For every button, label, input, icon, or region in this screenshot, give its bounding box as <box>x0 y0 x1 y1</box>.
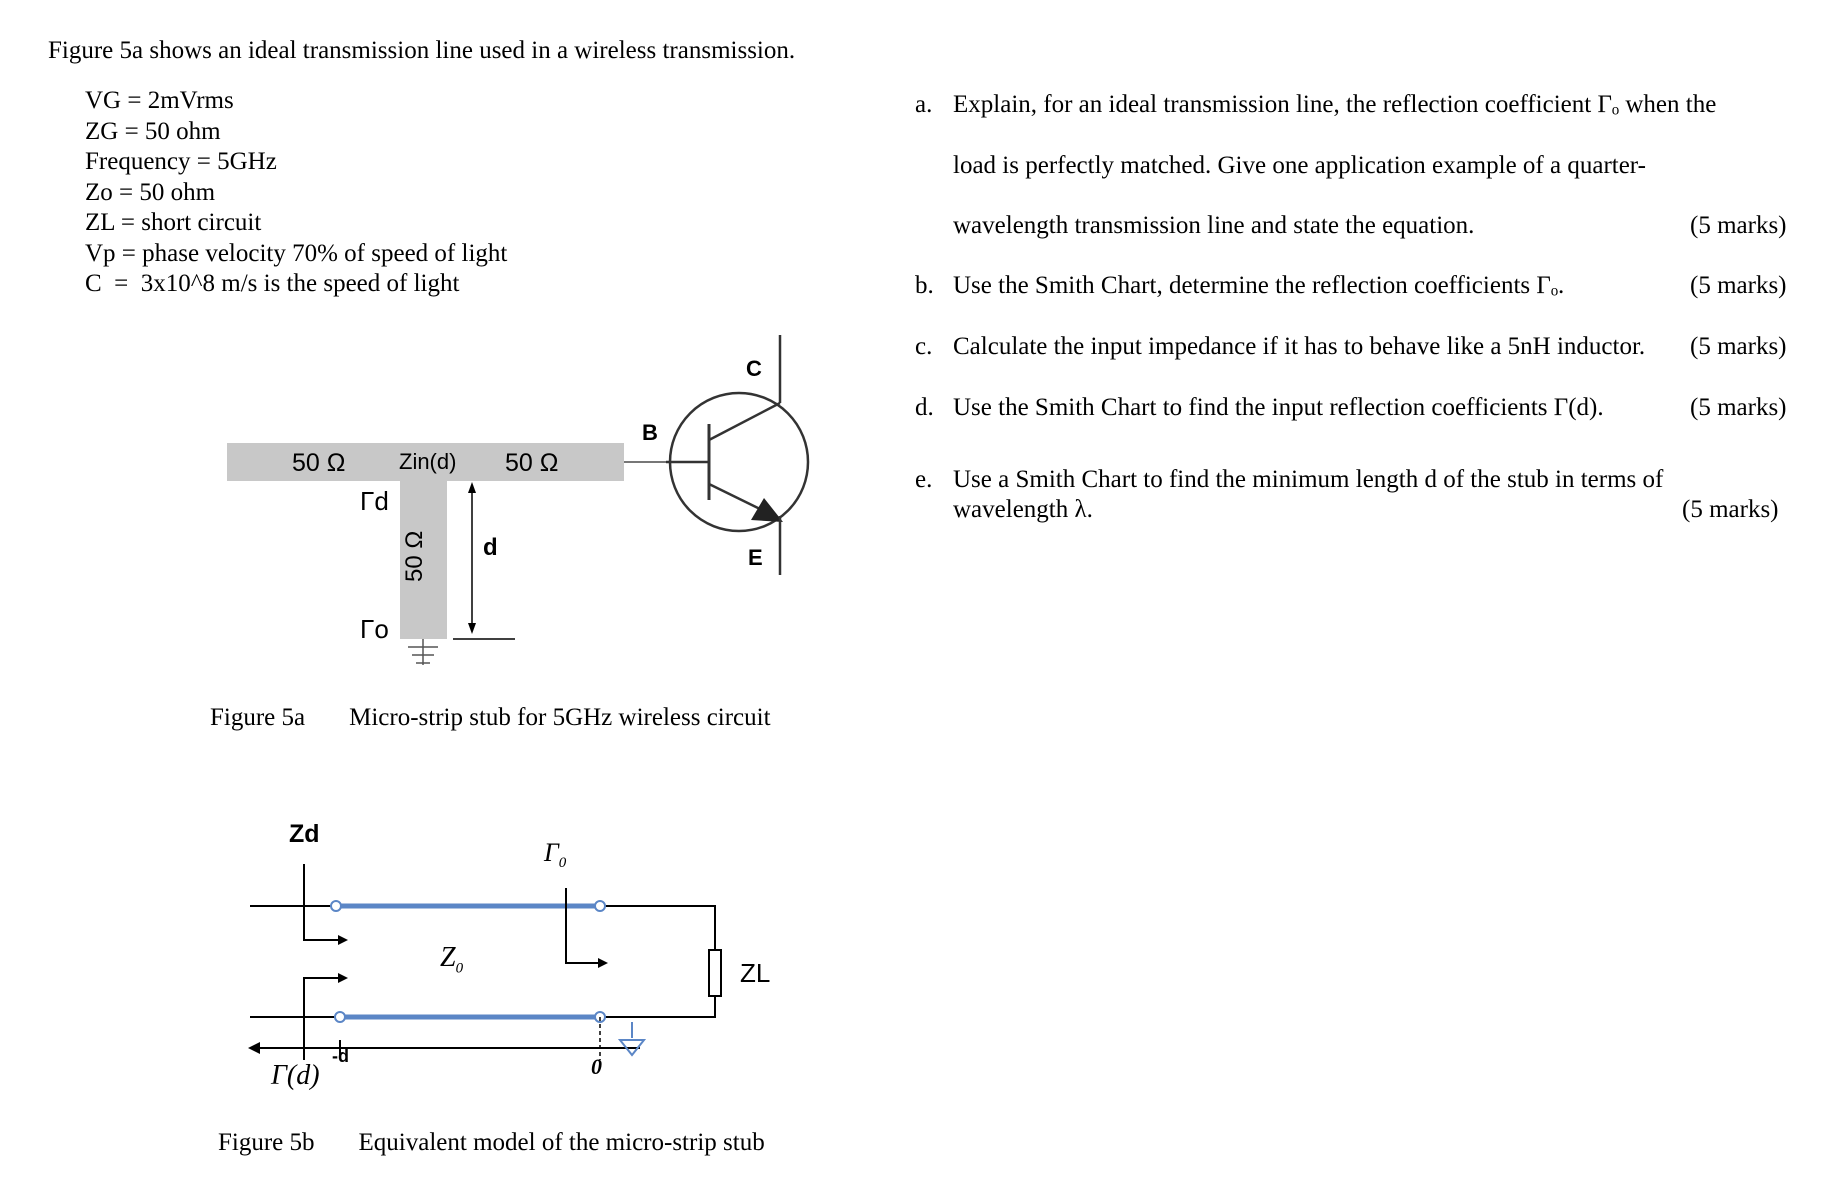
transistor-symbol <box>624 335 808 575</box>
given-zg: ZG = 50 ohm <box>85 117 221 145</box>
question-a-line-3: wavelength transmission line and state the equation. <box>953 212 1475 239</box>
zd-label: Zd <box>289 820 320 848</box>
figure-5a-caption-text: Micro-strip stub for 5GHz wireless circuit <box>349 704 771 731</box>
figure-5b-label: Figure 5b <box>218 1129 315 1156</box>
origin-label: 0 <box>591 1054 602 1079</box>
stub-impedance-label: 50 Ω <box>401 530 428 582</box>
base-label: B <box>642 420 658 445</box>
question-a-marks: (5 marks) <box>1690 212 1787 239</box>
given-frequency: Frequency = 5GHz <box>85 148 277 175</box>
figure-5a-caption <box>210 704 771 732</box>
question-e-line-2: wavelength λ. <box>953 496 1093 523</box>
question-e-marks: (5 marks) <box>1682 496 1779 523</box>
load-resistor <box>709 950 721 996</box>
ground-symbol <box>408 639 438 665</box>
gamma-d-function-label: Γ(d) <box>271 1060 320 1091</box>
length-d-label: d <box>483 534 498 561</box>
given-vp: Vp = phase velocity 70% of speed of light <box>85 239 508 267</box>
question-d-line-1: Use the Smith Chart to find the input reflection coefficients Γ(d). <box>953 394 1604 421</box>
question-a-label: a. <box>915 91 933 118</box>
question-b-line-1: Use the Smith Chart, determine the reflection coefficients Γₒ. <box>953 272 1565 299</box>
question-c-marks: (5 marks) <box>1690 333 1787 360</box>
figure-5b-diagram <box>248 864 721 1060</box>
intro-text: Figure 5a shows an ideal transmission line used in a wireless transmission. <box>48 37 796 64</box>
question-d-marks: (5 marks) <box>1690 394 1787 421</box>
gamma-o-label: Γo <box>360 614 389 644</box>
question-a-line-2: load is perfectly matched. Give one application example of a quarter- <box>953 152 1646 179</box>
question-a-line-1: Explain, for an ideal transmission line, the reflection coefficient Γₒ when the <box>953 91 1717 118</box>
z0-label: $Z_0$ <box>440 942 464 977</box>
question-b-marks: (5 marks) <box>1690 272 1787 299</box>
emitter-label: E <box>748 545 763 570</box>
given-zl: ZL = short circuit <box>85 209 262 236</box>
zin-label: Zin(d) <box>399 449 457 474</box>
question-c-label: c. <box>915 333 933 360</box>
given-vg: VG = 2mVrms <box>85 87 234 114</box>
figure-5b-caption-text: Equivalent model of the micro-strip stub <box>358 1129 765 1156</box>
question-c-line-1: Calculate the input impedance if it has to behave like a 5nH inductor. <box>953 333 1646 360</box>
length-arrow <box>453 488 515 639</box>
question-b-label: b. <box>915 272 934 299</box>
zl-label: ZL <box>740 958 771 988</box>
right-impedance-label: 50 Ω <box>505 449 559 477</box>
given-zo: Zo = 50 ohm <box>85 178 216 206</box>
given-c: C = 3x10^8 m/s is the speed of light <box>85 270 460 297</box>
figure-5b-caption <box>218 1129 765 1157</box>
gamma-0-label: $\Gamma_0$ <box>544 838 567 872</box>
gamma-d-label: Γd <box>360 486 389 516</box>
collector-label: C <box>746 356 762 381</box>
left-impedance-label: 50 Ω <box>292 449 346 477</box>
question-e-line-1: Use a Smith Chart to find the minimum length d of the stub in terms of <box>953 466 1664 493</box>
question-d-label: d. <box>915 394 934 421</box>
figure-5a-label: Figure 5a <box>210 704 306 731</box>
minus-d-label: -d <box>332 1046 349 1066</box>
question-e-label: e. <box>915 466 933 493</box>
